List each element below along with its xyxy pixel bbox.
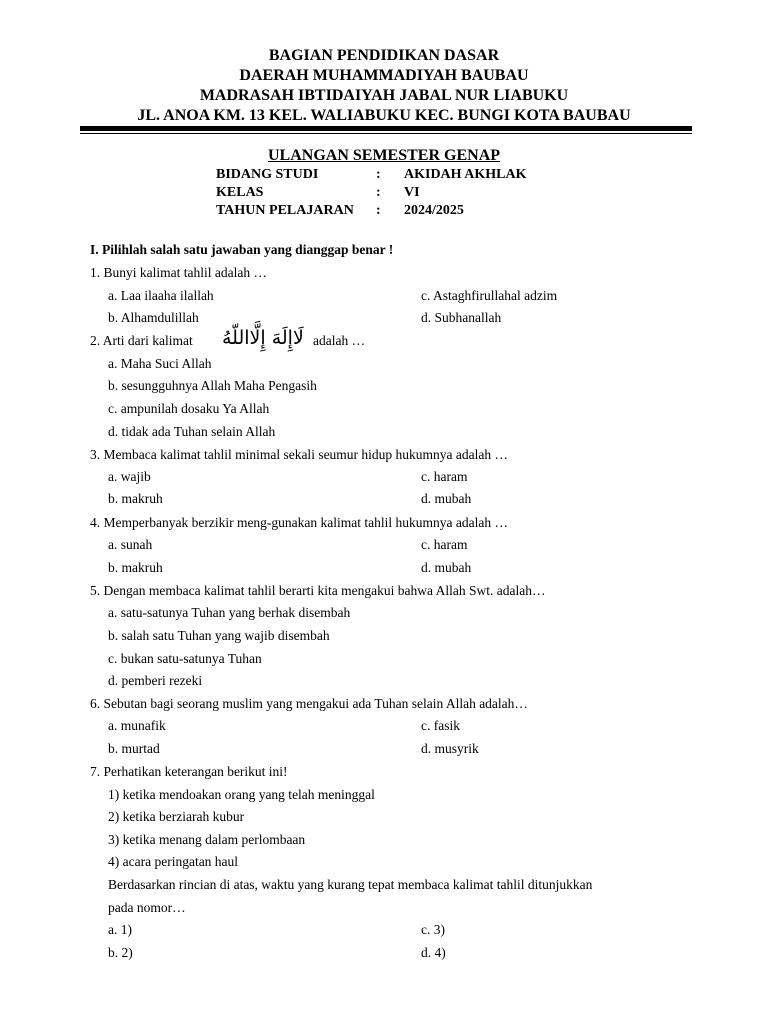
question-5: 5. Dengan membaca kalimat tahlil berarti kita mengakui bahwa Allah Swt. adalah… [90, 583, 546, 598]
header-line-3: MADRASAH IBTIDAIYAH JABAL NUR LIABUKU [199, 87, 569, 104]
subject-colon: : [376, 167, 381, 182]
q7-option-c: c. 3) [421, 922, 445, 937]
class-colon: : [376, 185, 381, 200]
q7-item-3: 3) ketika menang dalam perlombaan [108, 832, 306, 847]
q2-option-b: b. sesungguhnya Allah Maha Pengasih [108, 378, 317, 393]
question-2-arabic: لَاإِلَهَ إِلَّااللّهُ [222, 327, 304, 349]
q3-option-b: b. makruh [108, 491, 163, 506]
q2-option-a: a. Maha Suci Allah [108, 356, 212, 371]
class-value: VI [404, 185, 420, 200]
question-2-before: 2. Arti dari kalimat [90, 333, 193, 348]
q4-option-c: c. haram [421, 537, 468, 552]
q5-option-a: a. satu-satunya Tuhan yang berhak disembah [108, 605, 351, 620]
header-line-4: JL. ANOA KM. 13 KEL. WALIABUKU KEC. BUNGI KOTA BAUBAU [137, 107, 631, 124]
q7-item-2: 2) ketika berziarah kubur [108, 809, 245, 824]
header-divider-thick [80, 126, 692, 131]
q6-option-b: b. murtad [108, 741, 160, 756]
q2-option-d: d. tidak ada Tuhan selain Allah [108, 424, 276, 439]
year-value: 2024/2025 [404, 203, 464, 218]
subject-value: AKIDAH AKHLAK [404, 167, 527, 182]
header-divider-thin [80, 133, 692, 134]
q1-option-a: a. Laa ilaaha ilallah [108, 288, 214, 303]
q7-item-4: 4) acara peringatan haul [108, 854, 239, 869]
q7-option-b: b. 2) [108, 945, 133, 960]
q1-option-c: c. Astaghfirullahal adzim [421, 288, 558, 303]
q4-option-a: a. sunah [108, 537, 153, 552]
exam-title: ULANGAN SEMESTER GENAP [267, 147, 501, 164]
q7-option-d: d. 4) [421, 945, 446, 960]
q1-option-b: b. Alhamdulillah [108, 310, 199, 325]
q6-option-a: a. munafik [108, 718, 166, 733]
section-title: I. Pilihlah salah satu jawaban yang dianggap benar ! [90, 242, 394, 257]
q3-option-c: c. haram [421, 469, 468, 484]
q5-option-b: b. salah satu Tuhan yang wajib disembah [108, 628, 330, 643]
header-line-1: BAGIAN PENDIDIKAN DASAR [268, 47, 500, 64]
q2-option-c: c. ampunilah dosaku Ya Allah [108, 401, 270, 416]
header-line-2: DAERAH MUHAMMADIYAH BAUBAU [239, 67, 529, 84]
q4-option-d: d. mubah [421, 560, 472, 575]
q3-option-a: a. wajib [108, 469, 151, 484]
subject-label: BIDANG STUDI [216, 167, 319, 182]
q5-option-d: d. pemberi rezeki [108, 673, 203, 688]
q1-option-d: d. Subhanallah [421, 310, 502, 325]
question-7: 7. Perhatikan keterangan berikut ini! [90, 764, 288, 779]
q6-option-c: c. fasik [421, 718, 460, 733]
q7-prompt-line-2: pada nomor… [108, 900, 186, 915]
question-4: 4. Memperbanyak berzikir meng-gunakan kalimat tahlil hukumnya adalah … [90, 515, 508, 530]
class-label: KELAS [216, 185, 264, 200]
q7-item-1: 1) ketika mendoakan orang yang telah meninggal [108, 787, 375, 802]
q7-prompt-line-1: Berdasarkan rincian di atas, waktu yang kurang tepat membaca kalimat tahlil ditunjukkan [108, 877, 593, 892]
q3-option-d: d. mubah [421, 491, 472, 506]
question-2-after: adalah … [313, 333, 366, 348]
year-colon: : [376, 203, 381, 218]
q4-option-b: b. makruh [108, 560, 163, 575]
question-3: 3. Membaca kalimat tahlil minimal sekali seumur hidup hukumnya adalah … [90, 447, 509, 462]
question-1: 1. Bunyi kalimat tahlil adalah … [90, 265, 267, 280]
question-6: 6. Sebutan bagi seorang muslim yang mengakui ada Tuhan selain Allah adalah… [90, 696, 528, 711]
q5-option-c: c. bukan satu-satunya Tuhan [108, 651, 262, 666]
q6-option-d: d. musyrik [421, 741, 479, 756]
year-label: TAHUN PELAJARAN [216, 203, 354, 218]
q7-option-a: a. 1) [108, 922, 132, 937]
